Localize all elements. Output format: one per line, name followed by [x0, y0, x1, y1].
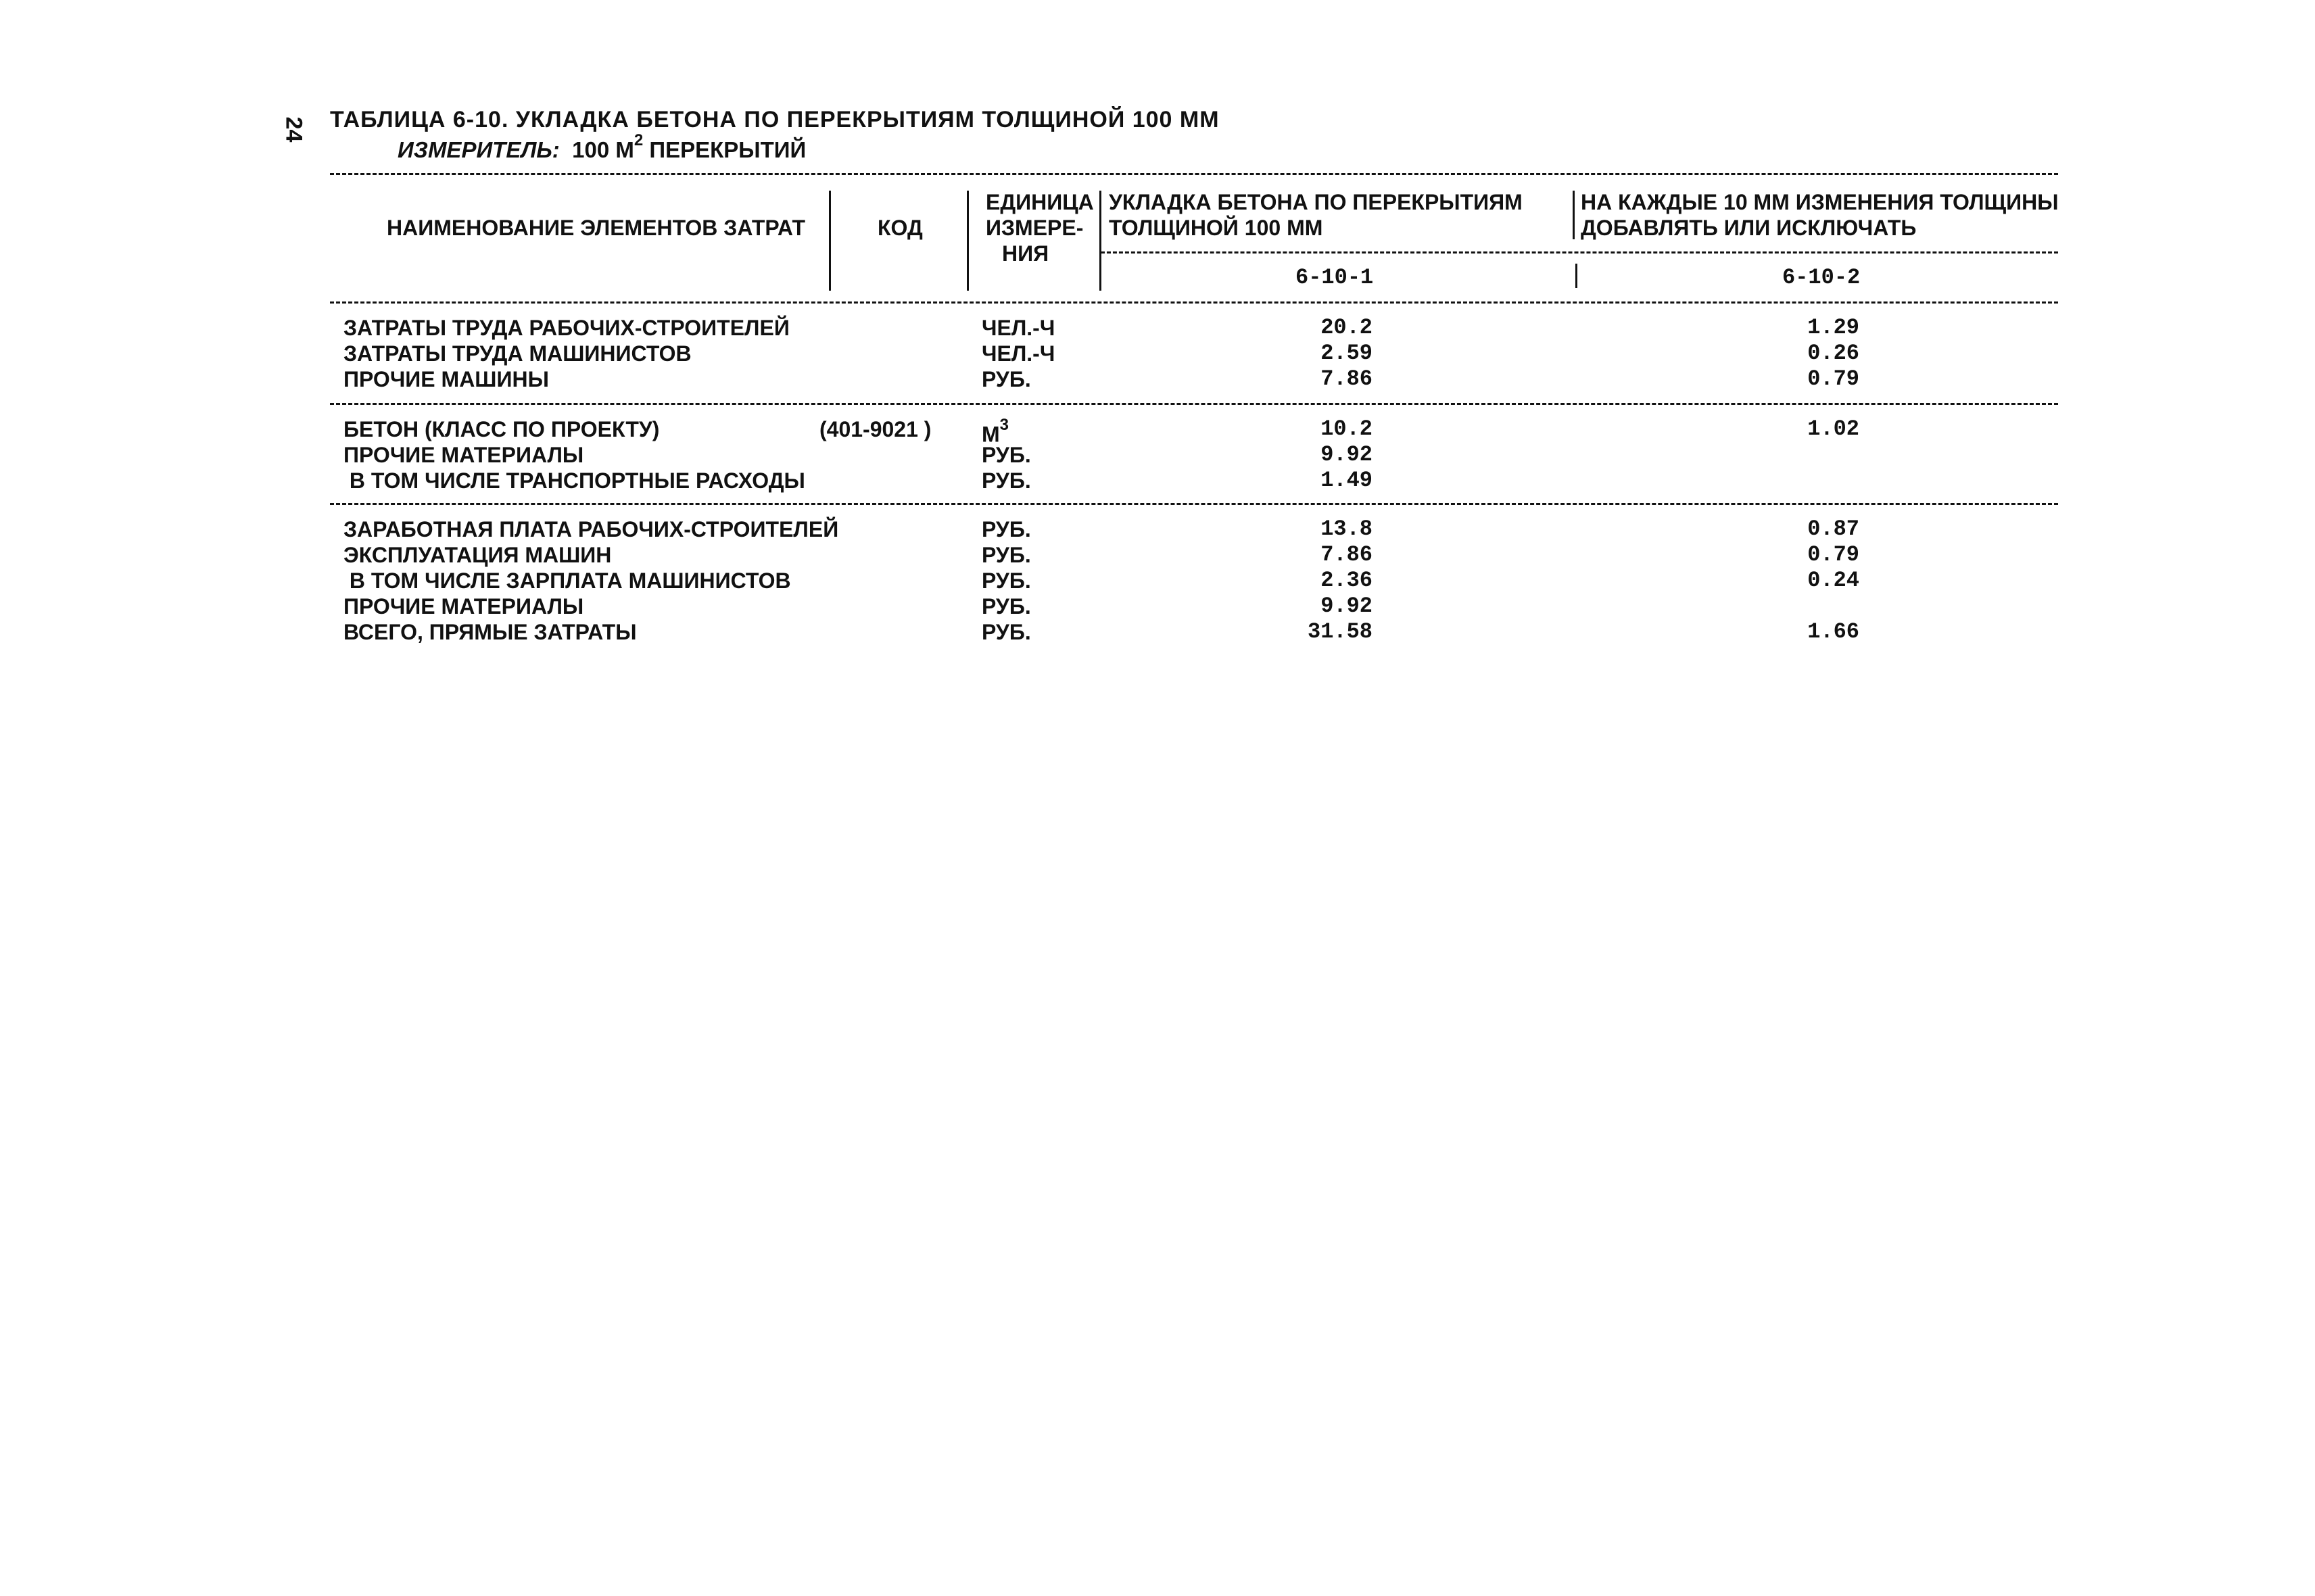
- header-col2-line1: НА КАЖДЫЕ 10 ММ ИЗМЕНЕНИЯ ТОЛЩИНЫ: [1581, 190, 2059, 214]
- row-name: ПРОЧИЕ МАТЕРИАЛЫ: [343, 443, 584, 467]
- row-name: ЭКСПЛУАТАЦИЯ МАШИН: [343, 543, 612, 567]
- header-unit-line1: ЕДИНИЦА: [986, 190, 1094, 214]
- meter-label: ИЗМЕРИТЕЛЬ:: [398, 137, 560, 162]
- meter-value: 100 М: [572, 137, 634, 162]
- row-name: БЕТОН (КЛАСС ПО ПРОЕКТУ): [343, 417, 660, 441]
- header-col1-line1: УКЛАДКА БЕТОНА ПО ПЕРЕКРЫТИЯМ: [1109, 190, 1523, 214]
- page-number: 24: [281, 116, 307, 143]
- header-bottom-rule: [330, 301, 2058, 304]
- row-value-6-10-1: 2.59: [1320, 341, 1373, 366]
- row-value-6-10-1: 9.92: [1320, 442, 1373, 467]
- row-value-6-10-1: 1.49: [1320, 468, 1373, 493]
- row-unit: ЧЕЛ.-Ч: [982, 316, 1055, 340]
- row-unit: РУБ.: [982, 517, 1031, 541]
- row-unit: РУБ.: [982, 569, 1031, 593]
- row-name: ЗАТРАТЫ ТРУДА РАБОЧИХ-СТРОИТЕЛЕЙ: [343, 316, 790, 340]
- group-separator: [330, 403, 2058, 405]
- row-name: ПРОЧИЕ МАТЕРИАЛЫ: [343, 594, 584, 619]
- row-value-6-10-1: 20.2: [1320, 315, 1373, 340]
- meter-line: [398, 131, 807, 163]
- row-unit-text: М: [982, 422, 1000, 447]
- header-code: КОД: [878, 216, 923, 240]
- header-top-rule: [330, 173, 2058, 175]
- group-separator: [330, 503, 2058, 505]
- row-value-6-10-1: 7.86: [1320, 542, 1373, 567]
- row-unit: РУБ.: [982, 468, 1031, 493]
- row-unit: РУБ.: [982, 543, 1031, 567]
- row-value-6-10-1: 2.36: [1320, 568, 1373, 593]
- row-value-6-10-1: 9.92: [1320, 594, 1373, 619]
- row-value-6-10-2: 0.87: [1807, 516, 1859, 541]
- row-unit: РУБ.: [982, 594, 1031, 619]
- row-name: ЗАРАБОТНАЯ ПЛАТА РАБОЧИХ-СТРОИТЕЛЕЙ: [343, 517, 839, 541]
- meter-superscript: 2: [634, 131, 644, 149]
- header-unit-line3: НИЯ: [1002, 241, 1049, 266]
- header-col1-line2: ТОЛЩИНОЙ 100 ММ: [1109, 216, 1323, 240]
- row-value-6-10-2: 1.02: [1807, 416, 1859, 441]
- row-unit: РУБ.: [982, 367, 1031, 391]
- row-value-6-10-2: 1.29: [1807, 315, 1859, 340]
- row-value-6-10-2: 0.79: [1807, 366, 1859, 391]
- header-col2-code: 6-10-2: [1782, 265, 1861, 290]
- row-unit-superscript: 3: [999, 416, 1009, 434]
- row-unit: РУБ.: [982, 443, 1031, 467]
- header-sep-code-unit: [967, 191, 969, 291]
- header-sep-name-code: [829, 191, 831, 291]
- row-value-6-10-1: 13.8: [1320, 516, 1373, 541]
- header-sep-unit-col1: [1099, 191, 1101, 291]
- row-name: ВСЕГО, ПРЯМЫЕ ЗАТРАТЫ: [343, 620, 637, 644]
- row-name: В ТОМ ЧИСЛЕ ТРАНСПОРТНЫЕ РАСХОДЫ: [343, 468, 805, 493]
- table-title: ТАБЛИЦА 6-10. УКЛАДКА БЕТОНА ПО ПЕРЕКРЫТИЯМ ТОЛЩИНОЙ 100 ММ: [330, 107, 1220, 132]
- row-value-6-10-1: 10.2: [1320, 416, 1373, 441]
- row-name: ЗАТРАТЫ ТРУДА МАШИНИСТОВ: [343, 341, 692, 366]
- row-unit: ЧЕЛ.-Ч: [982, 341, 1055, 366]
- row-value-6-10-2: 0.26: [1807, 341, 1859, 366]
- row-value-6-10-2: 0.24: [1807, 568, 1859, 593]
- meter-suffix: ПЕРЕКРЫТИЙ: [643, 137, 807, 162]
- header-unit-line2: ИЗМЕРЕ-: [986, 216, 1084, 240]
- header-col2-line2: ДОБАВЛЯТЬ ИЛИ ИСКЛЮЧАТЬ: [1581, 216, 1917, 240]
- header-sep-code-row: [1575, 264, 1577, 288]
- header-sep-col1-col2: [1573, 191, 1575, 239]
- row-name: В ТОМ ЧИСЛЕ ЗАРПЛАТА МАШИНИСТОВ: [343, 569, 791, 593]
- row-unit: РУБ.: [982, 620, 1031, 644]
- row-code: (401-9021 ): [819, 417, 932, 441]
- row-name: ПРОЧИЕ МАШИНЫ: [343, 367, 549, 391]
- row-value-6-10-1: 31.58: [1307, 619, 1373, 644]
- header-name: НАИМЕНОВАНИЕ ЭЛЕМЕНТОВ ЗАТРАТ: [387, 216, 805, 240]
- row-value-6-10-2: 1.66: [1807, 619, 1859, 644]
- header-sub-rule: [1101, 251, 2058, 253]
- row-value-6-10-1: 7.86: [1320, 366, 1373, 391]
- header-col1-code: 6-10-1: [1295, 265, 1374, 290]
- row-value-6-10-2: 0.79: [1807, 542, 1859, 567]
